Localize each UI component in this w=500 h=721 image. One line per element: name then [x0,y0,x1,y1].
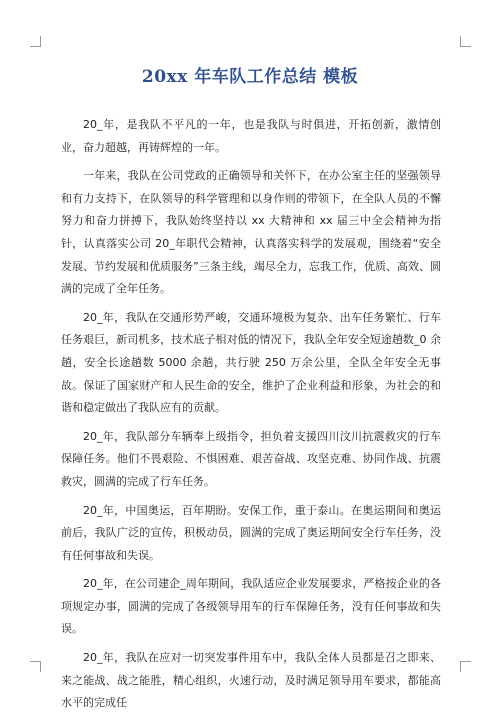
paragraph: 20_年，在公司建企_周年期间，我队适应企业发展要求，严格按企业的各项规定办事，圆满的完成了各级领导用车的行车保障任务，没有任何事故和失误。 [61,577,441,636]
document-body [61,114,441,721]
document-title: 20xx 年车队工作总结 模板 [141,67,359,87]
paragraph: 一年来，我队在公司党政的正确领导和关怀下，在办公室主任的坚强领导和有力支持下，在队领导的科学管理和以身作则的带领下，在全队人员的不懈努力和奋力拼搏下，我队始终坚持以 xx 大精神和 xx 届三中全会精神为指针，认真落实公司 20_年职代会精神，认真落实科学的发展观，围绕着“安全发展、节约发展和优质服务”三条主线，竭尽全力，忘我工作，优质、高效、圆满的完成了全年任务。 [61,169,441,296]
paragraph: 20_年，中国奥运，百年期盼。安保工作，重于泰山。在奥运期间和奥运前后，我队广泛的宣传，积极动员，圆满的完成了奥运期间安全行车任务，没有任何事故和失误。 [61,503,441,562]
paragraph: 20_年，我队在应对一切突发事件用车中，我队全体人员都是召之即来、来之能战、战之能胜，精心组织，火速行动，及时满足领导用车要求，都能高水平的完成任 [61,651,441,710]
paragraph: 20_年，是我队不平凡的一年，也是我队与时俱进，开拓创新，激情创业，奋力超越，再铸辉煌的一年。 [61,118,441,154]
paragraph: 20_年，我队在交通形势严峻，交通环境极为复杂、出车任务繁忙、行车任务艰巨，新司机多，技术底子相对低的情况下，我队全年安全短途趟数_0 余趟，安全长途趟数 5000 余趟，共行驶 250 万余公里，全队全年安全无事故。保证了国家财产和人民生命的安全，维护了企业利益和形象，为社会的和谐和稳定做出了我队应有的贡献。 [61,310,441,415]
crop-mark-bottom-right [460,661,471,672]
crop-mark-bottom-left [30,661,41,672]
crop-mark-top-left [30,36,41,47]
paragraph: 20_年，我队部分车辆奉上级指令，担负着支援四川汶川抗震救灾的行车保障任务。他们不畏艰险、不惧困难、艰苦奋战、攻坚克难、协同作战、抗震救灾，圆满的完成了行车任务。 [61,429,441,488]
crop-mark-top-right [460,36,471,47]
